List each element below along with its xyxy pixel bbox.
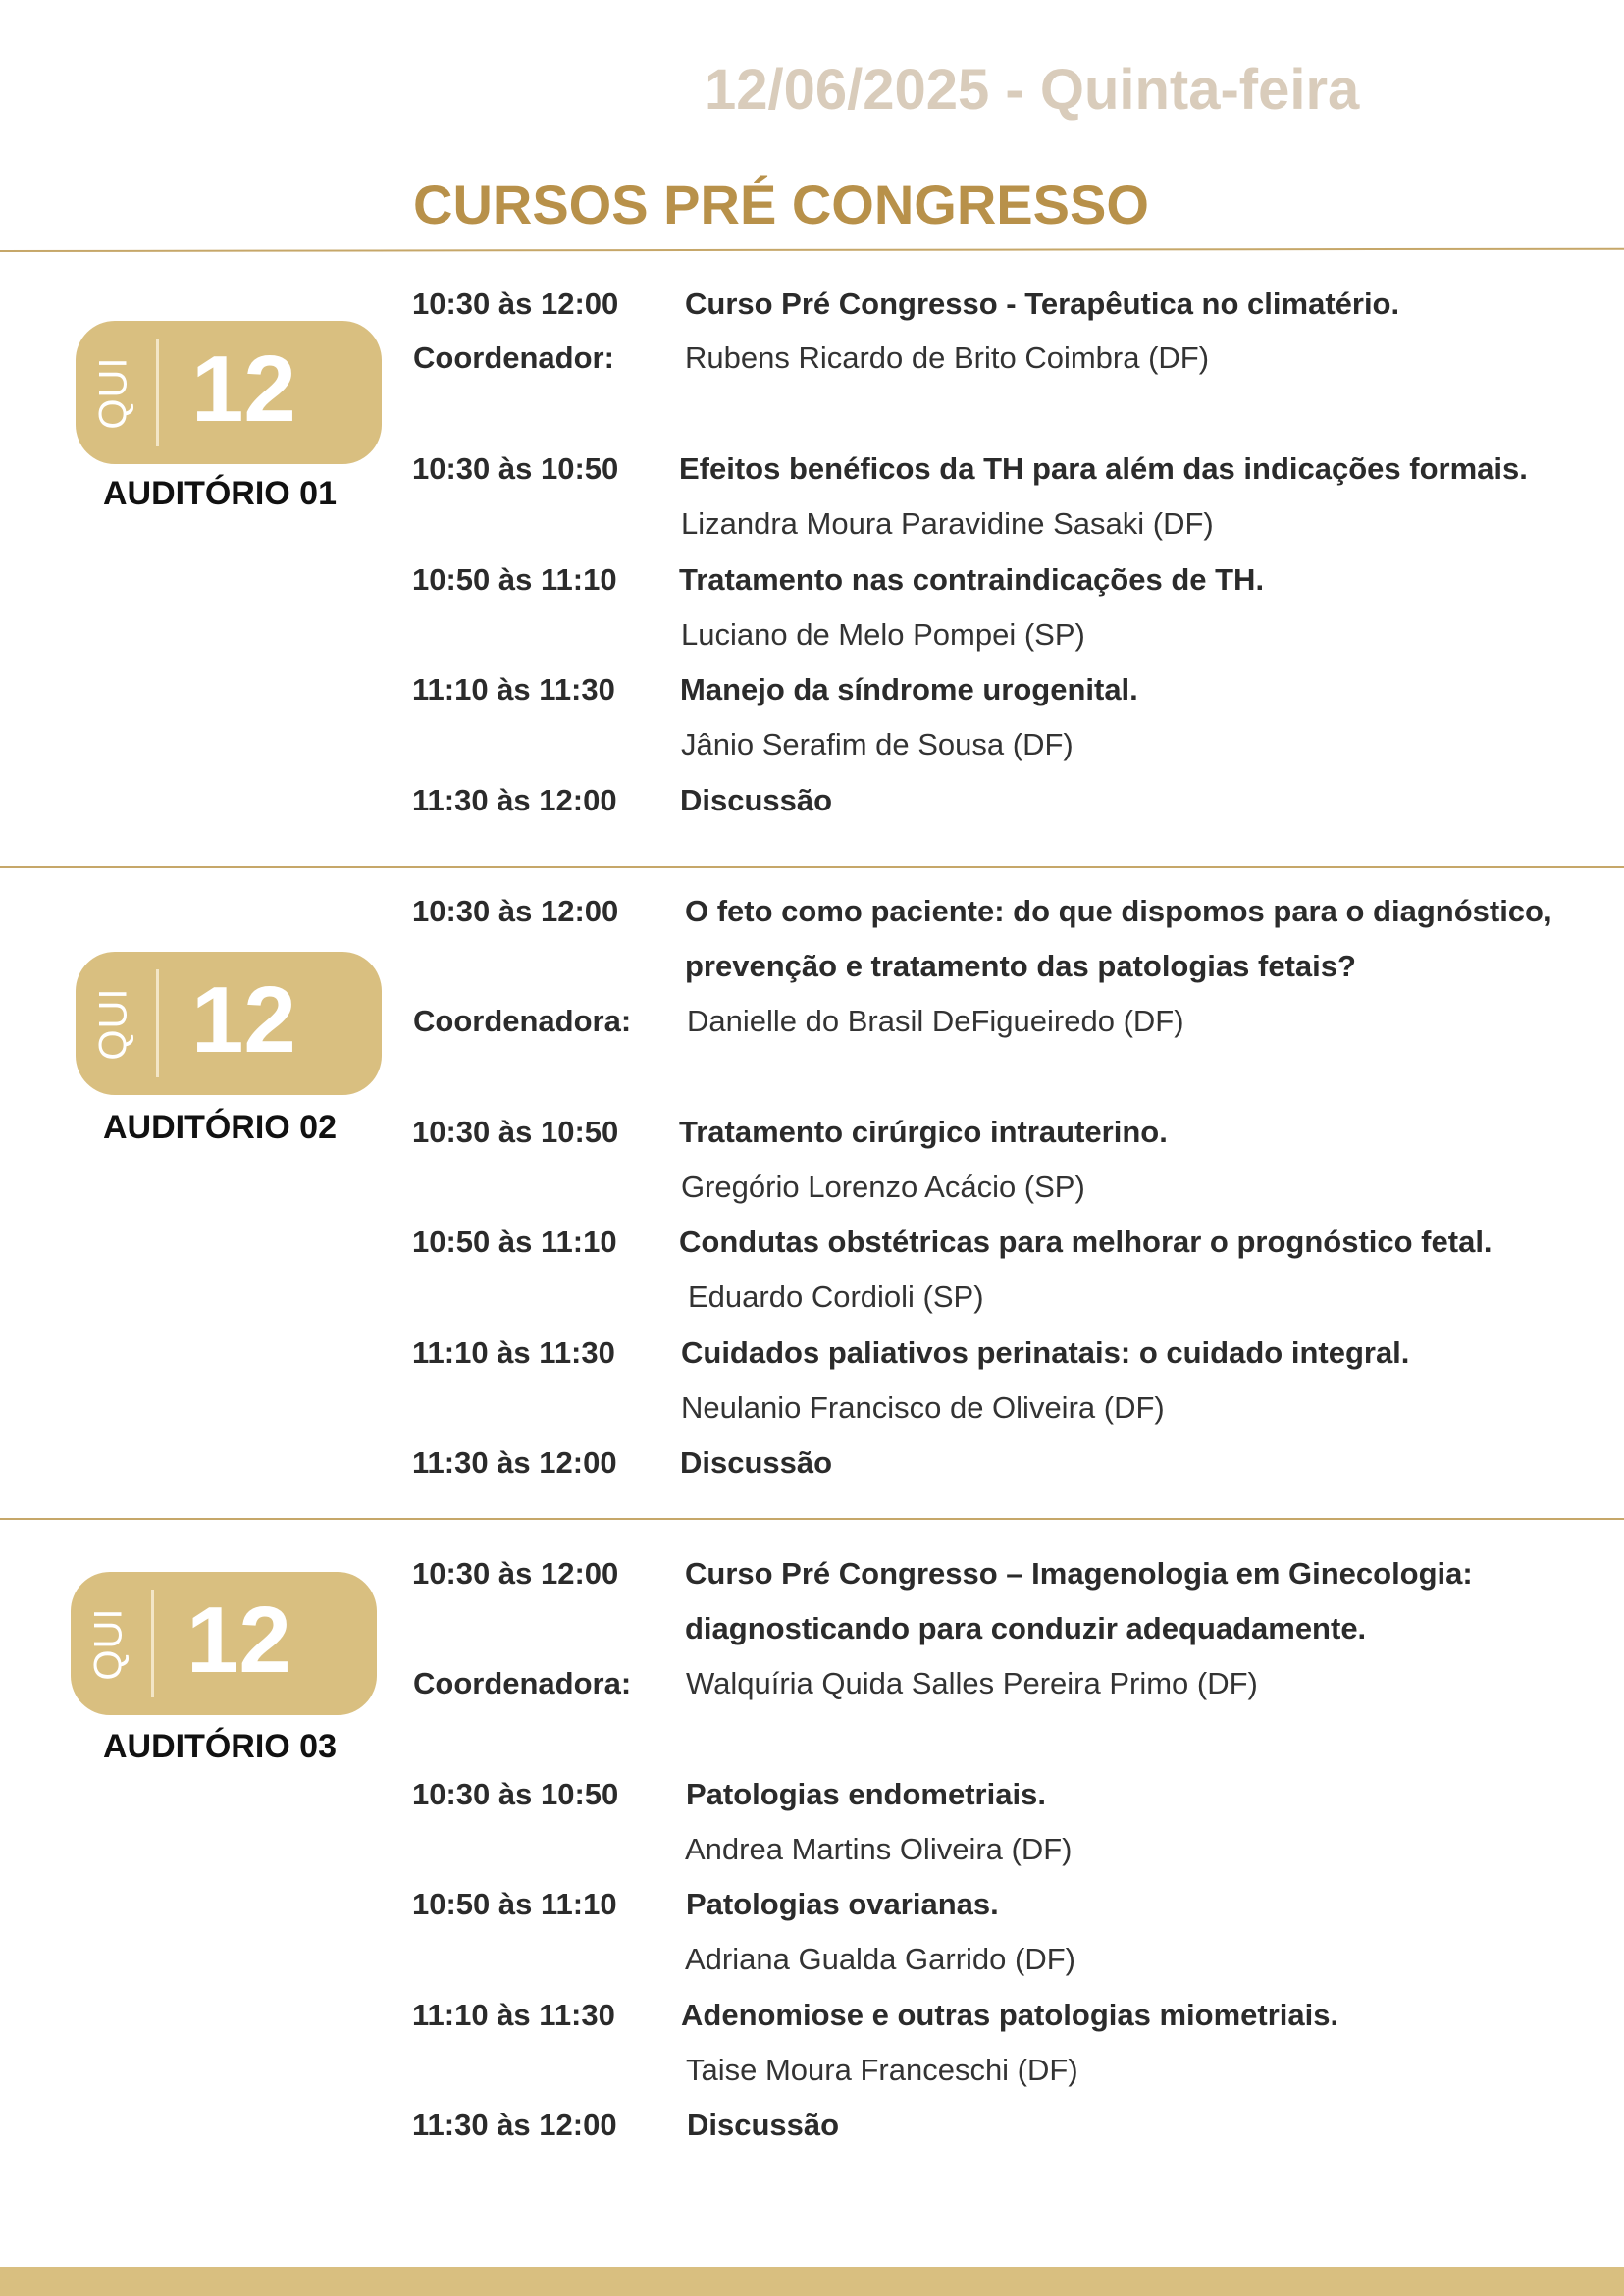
- talk-speaker: Andrea Martins Oliveira (DF): [685, 1832, 1073, 1866]
- talk-time: 11:10 às 11:30: [412, 1335, 615, 1370]
- coordinator-name: Rubens Ricardo de Brito Coimbra (DF): [685, 340, 1210, 375]
- course-title: Curso Pré Congresso – Imagenologia em Ginecologia:: [685, 1556, 1473, 1591]
- course-time: 10:30 às 12:00: [412, 894, 619, 928]
- talk-title: Discussão: [680, 1445, 833, 1480]
- talk-title: Tratamento cirúrgico intrauterino.: [679, 1115, 1168, 1149]
- talk-title: Discussão: [687, 2108, 840, 2142]
- talk-title: Adenomiose e outras patologias miometriais.: [681, 1998, 1339, 2032]
- talk-title: Tratamento nas contraindicações de TH.: [679, 562, 1265, 597]
- date-badge: [71, 1572, 377, 1715]
- talk-speaker: Luciano de Melo Pompei (SP): [681, 617, 1085, 652]
- auditorium-label: AUDITÓRIO 03: [102, 1728, 338, 1765]
- talk-title: Patologias endometriais.: [686, 1777, 1046, 1811]
- course-title: Curso Pré Congresso - Terapêutica no climatério.: [685, 287, 1400, 321]
- talk-time: 10:30 às 10:50: [412, 1115, 619, 1149]
- page-title: CURSOS PRÉ CONGRESSO: [413, 174, 1149, 235]
- talk-speaker: Adriana Gualda Garrido (DF): [685, 1942, 1075, 1976]
- weekday-label: QUI: [86, 1606, 131, 1681]
- weekday-label: QUI: [91, 986, 135, 1061]
- date-badge: [76, 321, 382, 464]
- coordinator-label: Coordenador:: [413, 340, 614, 375]
- talk-speaker: Neulanio Francisco de Oliveira (DF): [681, 1390, 1165, 1425]
- badge-divider: [151, 1590, 154, 1697]
- talk-title: Manejo da síndrome urogenital.: [680, 672, 1138, 706]
- auditorium-label: AUDITÓRIO 01: [102, 475, 338, 512]
- badge-divider: [156, 969, 159, 1077]
- day-number: 12: [191, 967, 296, 1072]
- talk-title: Patologias ovarianas.: [686, 1887, 999, 1921]
- coordinator-label: Coordenadora:: [413, 1666, 632, 1700]
- talk-time: 10:50 às 11:10: [412, 1887, 617, 1921]
- course-title: prevenção e tratamento das patologias fetais?: [685, 949, 1356, 983]
- talk-speaker: Lizandra Moura Paravidine Sasaki (DF): [681, 506, 1214, 541]
- talk-title: Cuidados paliativos perinatais: o cuidado integral.: [681, 1335, 1410, 1370]
- section-divider: [0, 866, 1624, 868]
- weekday-label: QUI: [91, 355, 135, 430]
- talk-time: 11:30 às 12:00: [412, 783, 617, 817]
- talk-speaker: Gregório Lorenzo Acácio (SP): [681, 1170, 1085, 1204]
- talk-time: 11:10 às 11:30: [412, 1998, 615, 2032]
- day-number: 12: [191, 337, 296, 442]
- date-header: 12/06/2025 - Quinta-feira: [705, 58, 1360, 122]
- talk-title: Condutas obstétricas para melhorar o prognóstico fetal.: [679, 1225, 1493, 1259]
- title-divider: [0, 248, 1624, 252]
- talk-title: Efeitos benéficos da TH para além das indicações formais.: [679, 451, 1528, 486]
- course-time: 10:30 às 12:00: [412, 1556, 619, 1591]
- badge-divider: [156, 339, 159, 446]
- day-number: 12: [186, 1588, 291, 1693]
- talk-speaker: Eduardo Cordioli (SP): [688, 1279, 984, 1314]
- talk-title: Discussão: [680, 783, 833, 817]
- coordinator-name: Danielle do Brasil DeFigueiredo (DF): [687, 1004, 1184, 1038]
- footer-bar: [0, 2267, 1624, 2296]
- auditorium-label: AUDITÓRIO 02: [102, 1109, 338, 1146]
- coordinator-label: Coordenadora:: [413, 1004, 632, 1038]
- talk-time: 11:30 às 12:00: [412, 2108, 617, 2142]
- talk-time: 10:30 às 10:50: [412, 1777, 619, 1811]
- course-time: 10:30 às 12:00: [412, 287, 619, 321]
- date-badge: [76, 952, 382, 1095]
- course-title: diagnosticando para conduzir adequadamente.: [685, 1611, 1367, 1645]
- talk-time: 10:50 às 11:10: [412, 562, 617, 597]
- section-divider: [0, 1518, 1624, 1520]
- coordinator-name: Walquíria Quida Salles Pereira Primo (DF): [686, 1666, 1258, 1700]
- talk-time: 10:50 às 11:10: [412, 1225, 617, 1259]
- talk-time: 11:30 às 12:00: [412, 1445, 617, 1480]
- talk-time: 10:30 às 10:50: [412, 451, 619, 486]
- course-title: O feto como paciente: do que dispomos para o diagnóstico,: [685, 894, 1552, 928]
- talk-speaker: Jânio Serafim de Sousa (DF): [681, 727, 1074, 761]
- talk-time: 11:10 às 11:30: [412, 672, 615, 706]
- talk-speaker: Taise Moura Franceschi (DF): [686, 2053, 1078, 2087]
